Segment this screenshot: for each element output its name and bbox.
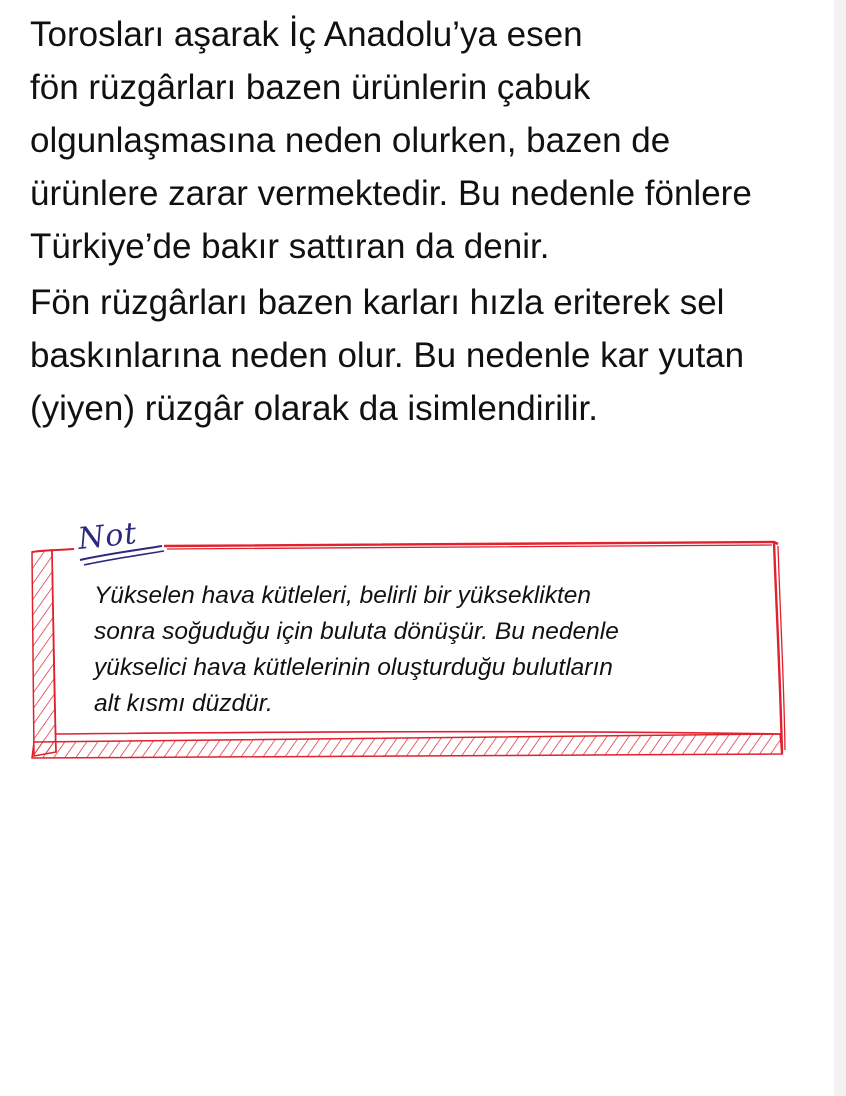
paragraph-line: olgunlaşmasına neden olurken, bazen de [30, 121, 671, 160]
note-line: alt kısmı düzdür. [94, 690, 273, 717]
note-line: Yükselen hava kütleleri, belirli bir yükseklikten [94, 582, 592, 609]
note-line: sonra soğuduğu için buluta dönüşür. Bu nedenle [94, 618, 619, 645]
note-line: yükselici hava kütlelerinin oluşturduğu bulutların [94, 654, 613, 681]
paragraph-fon-winds-crops [30, 8, 820, 273]
note-box [22, 515, 792, 770]
note-label: Not [76, 515, 140, 557]
paragraph-fon-winds-snow [30, 276, 820, 435]
paragraph-line: baskınlarına neden olur. Bu nedenle kar yutan [30, 336, 745, 375]
paragraph-line: Fön rüzgârları bazen karları hızla eriterek sel [30, 283, 725, 322]
paragraph-line: Türkiye’de bakır sattıran da denir. [30, 227, 550, 266]
paragraph-line: Torosları aşarak İç Anadolu’ya esen [30, 15, 583, 54]
note-text [94, 578, 774, 722]
paragraph-line: ürünlere zarar vermektedir. Bu nedenle fönlere [30, 174, 752, 213]
paragraph-line: (yiyen) rüzgâr olarak da isimlendirilir. [30, 389, 598, 428]
paragraph-line: fön rüzgârları bazen ürünlerin çabuk [30, 68, 591, 107]
scrollbar-track[interactable] [834, 0, 846, 1096]
